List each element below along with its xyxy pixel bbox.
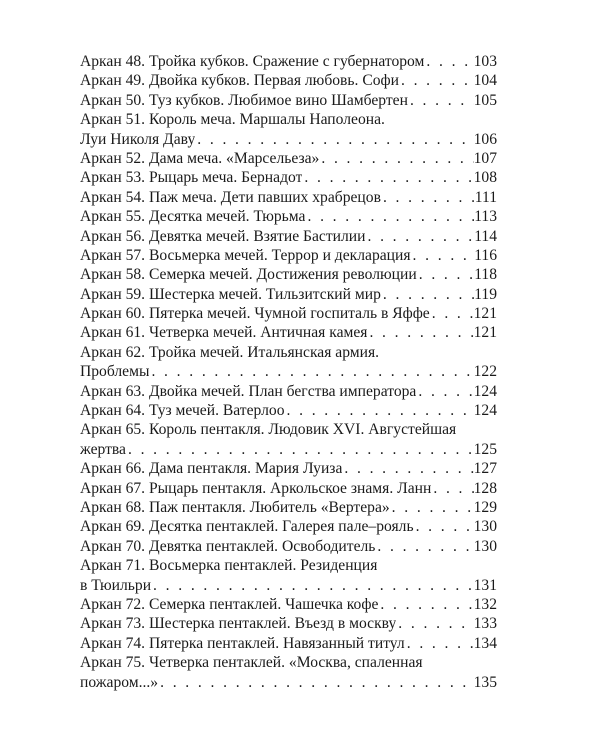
toc-entry-title: Аркан 59. Шестерка мечей. Тильзитский мир	[80, 285, 381, 303]
leader-dots	[430, 304, 474, 323]
toc-entry	[80, 265, 497, 284]
leader-dots	[195, 130, 473, 149]
toc-entry-title: Аркан 66. Дама пентакля. Мария Луиза	[80, 460, 343, 478]
leader-dots	[151, 576, 474, 595]
toc-entry	[80, 285, 497, 304]
toc-entry-page: 107	[473, 149, 497, 167]
leader-dots	[365, 227, 474, 246]
toc-entry	[80, 110, 497, 129]
leader-dots	[416, 382, 473, 401]
leader-dots	[126, 440, 474, 459]
toc-entry-page: 127	[473, 460, 497, 478]
toc-entry-page: 125	[473, 440, 497, 458]
leader-dots	[431, 479, 473, 498]
leader-dots	[375, 537, 473, 556]
leader-dots	[381, 188, 475, 207]
leader-dots	[285, 401, 474, 420]
leader-dots	[342, 459, 473, 478]
leader-dots	[417, 265, 474, 284]
toc-entry-title: Аркан 64. Туз мечей. Ватерлоо	[80, 402, 285, 420]
leader-dots	[396, 614, 473, 633]
toc-entry-title: Луи Николя Даву	[80, 130, 196, 148]
toc-entry-page: 121	[473, 305, 497, 323]
toc-entry-title: Аркан 60. Пятерка мечей. Чумной госпиталь в Яффе	[80, 305, 430, 323]
leader-dots	[158, 673, 474, 692]
toc-entry-title: Аркан 56. Девятка мечей. Взятие Бастилии	[80, 227, 366, 245]
toc-entry-title: Аркан 65. Король пентакля. Людовик XVI. Августейшая	[80, 421, 457, 439]
toc-entry-title: Аркан 54. Паж меча. Дети павших храбрецов	[80, 188, 381, 206]
toc-entry	[80, 382, 497, 401]
toc-entry	[80, 673, 497, 692]
leader-dots	[378, 595, 473, 614]
toc-entry-page: 103	[473, 53, 497, 70]
toc-entry	[80, 614, 497, 633]
leader-dots	[305, 207, 474, 226]
toc-entry-page: 134	[473, 634, 497, 652]
toc-entry	[80, 440, 497, 459]
toc-entry-title: Аркан 57. Восьмерка мечей. Террор и декларация	[80, 246, 411, 264]
leader-dots	[302, 168, 473, 187]
toc-entry-title: Аркан 61. Четверка мечей. Античная камея	[80, 324, 368, 342]
toc-entry-title: Аркан 62. Тройка мечей. Итальянская армия.	[80, 343, 380, 361]
toc-entry	[80, 595, 497, 614]
leader-dots	[424, 52, 473, 71]
leader-dots	[367, 323, 473, 342]
toc-entry	[80, 323, 497, 342]
toc-entry	[80, 653, 497, 672]
toc-entry	[80, 71, 497, 90]
toc-entry-page: 131	[473, 576, 497, 594]
toc-entry	[80, 420, 497, 439]
toc-entry	[80, 149, 497, 168]
toc-entry	[80, 227, 497, 246]
leader-dots	[381, 285, 474, 304]
toc-entry-title: Аркан 49. Двойка кубков. Первая любовь. Софи	[80, 72, 399, 90]
toc-entry-title: Аркан 52. Дама меча. «Марсельеза»	[80, 149, 320, 167]
toc-entry-page: 118	[474, 266, 497, 284]
toc-entry	[80, 343, 497, 362]
toc-entry-page: 124	[473, 382, 497, 400]
leader-dots	[411, 246, 475, 265]
toc-entry-page: 104	[473, 72, 497, 90]
toc-entry-title: Аркан 73. Шестерка пентаклей. Въезд в москву	[80, 615, 397, 633]
toc-entry-page: 116	[474, 246, 497, 264]
leader-dots	[399, 71, 474, 90]
toc-entry-title: Аркан 72. Семерка пентаклей. Чашечка кофе	[80, 595, 379, 613]
toc-entry	[80, 556, 497, 575]
toc-entry-title: Аркан 55. Десятка мечей. Тюрьма	[80, 208, 306, 226]
toc-entry-page: 133	[473, 615, 497, 633]
table-of-contents	[80, 52, 497, 692]
toc-entry-page: 106	[473, 130, 497, 148]
toc-entry-title: Аркан 68. Паж пентакля. Любитель «Вертера»	[80, 498, 390, 516]
toc-entry-title: Аркан 69. Десятка пентаклей. Галерея пале–рояль	[80, 518, 414, 536]
toc-entry-title: Аркан 48. Тройка кубков. Сражение с губернатором	[80, 53, 425, 70]
toc-entry	[80, 517, 497, 536]
toc-entry-title: Аркан 63. Двойка мечей. План бегства императора	[80, 382, 417, 400]
toc-entry-page: 111	[474, 188, 497, 206]
toc-entry-title: Аркан 75. Четверка пентаклей. «Москва, спаленная	[80, 654, 423, 672]
toc-entry	[80, 188, 497, 207]
toc-entry	[80, 168, 497, 187]
toc-entry	[80, 130, 497, 149]
toc-entry-page: 124	[473, 402, 497, 420]
leader-dots	[414, 517, 474, 536]
toc-entry	[80, 537, 497, 556]
toc-entry-title: жертва	[80, 440, 126, 458]
toc-entry-title: Аркан 50. Туз кубков. Любимое вино Шамбертен	[80, 91, 408, 109]
toc-entry-page: 122	[473, 363, 497, 381]
toc-entry-title: Аркан 67. Рыцарь пентакля. Аркольское знамя. Ланн	[80, 479, 432, 497]
toc-entry	[80, 576, 497, 595]
toc-entry-title: Проблемы	[80, 363, 150, 381]
toc-entry	[80, 498, 497, 517]
toc-entry-title: Аркан 58. Семерка мечей. Достижения революции	[80, 266, 417, 284]
toc-entry-title: пожаром...»	[80, 673, 159, 691]
toc-entry	[80, 634, 497, 653]
toc-entry-page: 129	[473, 498, 497, 516]
toc-entry	[80, 479, 497, 498]
toc-entry-page: 105	[473, 91, 497, 109]
toc-entry-title: Аркан 74. Пятерка пентаклей. Навязанный титул	[80, 634, 405, 652]
toc-entry-page: 114	[474, 227, 497, 245]
toc-entry-title: Аркан 71. Восьмерка пентаклей. Резиденция	[80, 557, 378, 575]
toc-entry-page: 130	[473, 518, 497, 536]
toc-entry-page: 113	[474, 208, 497, 226]
toc-entry-page: 121	[473, 324, 497, 342]
toc-entry-title: Аркан 51. Король меча. Маршалы Наполеона.	[80, 111, 385, 129]
toc-entry	[80, 91, 497, 110]
toc-entry	[80, 362, 497, 381]
toc-entry	[80, 52, 497, 71]
toc-entry-title: в Тюильри	[80, 576, 152, 594]
toc-entry	[80, 207, 497, 226]
leader-dots	[319, 149, 473, 168]
toc-entry	[80, 246, 497, 265]
toc-entry-page: 132	[473, 595, 497, 613]
toc-entry-title: Аркан 53. Рыцарь меча. Бернадот	[80, 169, 303, 187]
toc-entry-page: 130	[473, 537, 497, 555]
toc-entry	[80, 304, 497, 323]
toc-entry-page: 108	[473, 169, 497, 187]
toc-entry-title: Аркан 70. Девятка пентаклей. Освободитель	[80, 537, 376, 555]
leader-dots	[149, 362, 473, 381]
toc-entry-page: 128	[473, 479, 497, 497]
toc-entry-page: 119	[474, 285, 497, 303]
leader-dots	[390, 498, 474, 517]
leader-dots	[405, 634, 474, 653]
toc-entry	[80, 401, 497, 420]
leader-dots	[408, 91, 474, 110]
toc-entry	[80, 459, 497, 478]
toc-entry-page: 135	[473, 673, 497, 691]
